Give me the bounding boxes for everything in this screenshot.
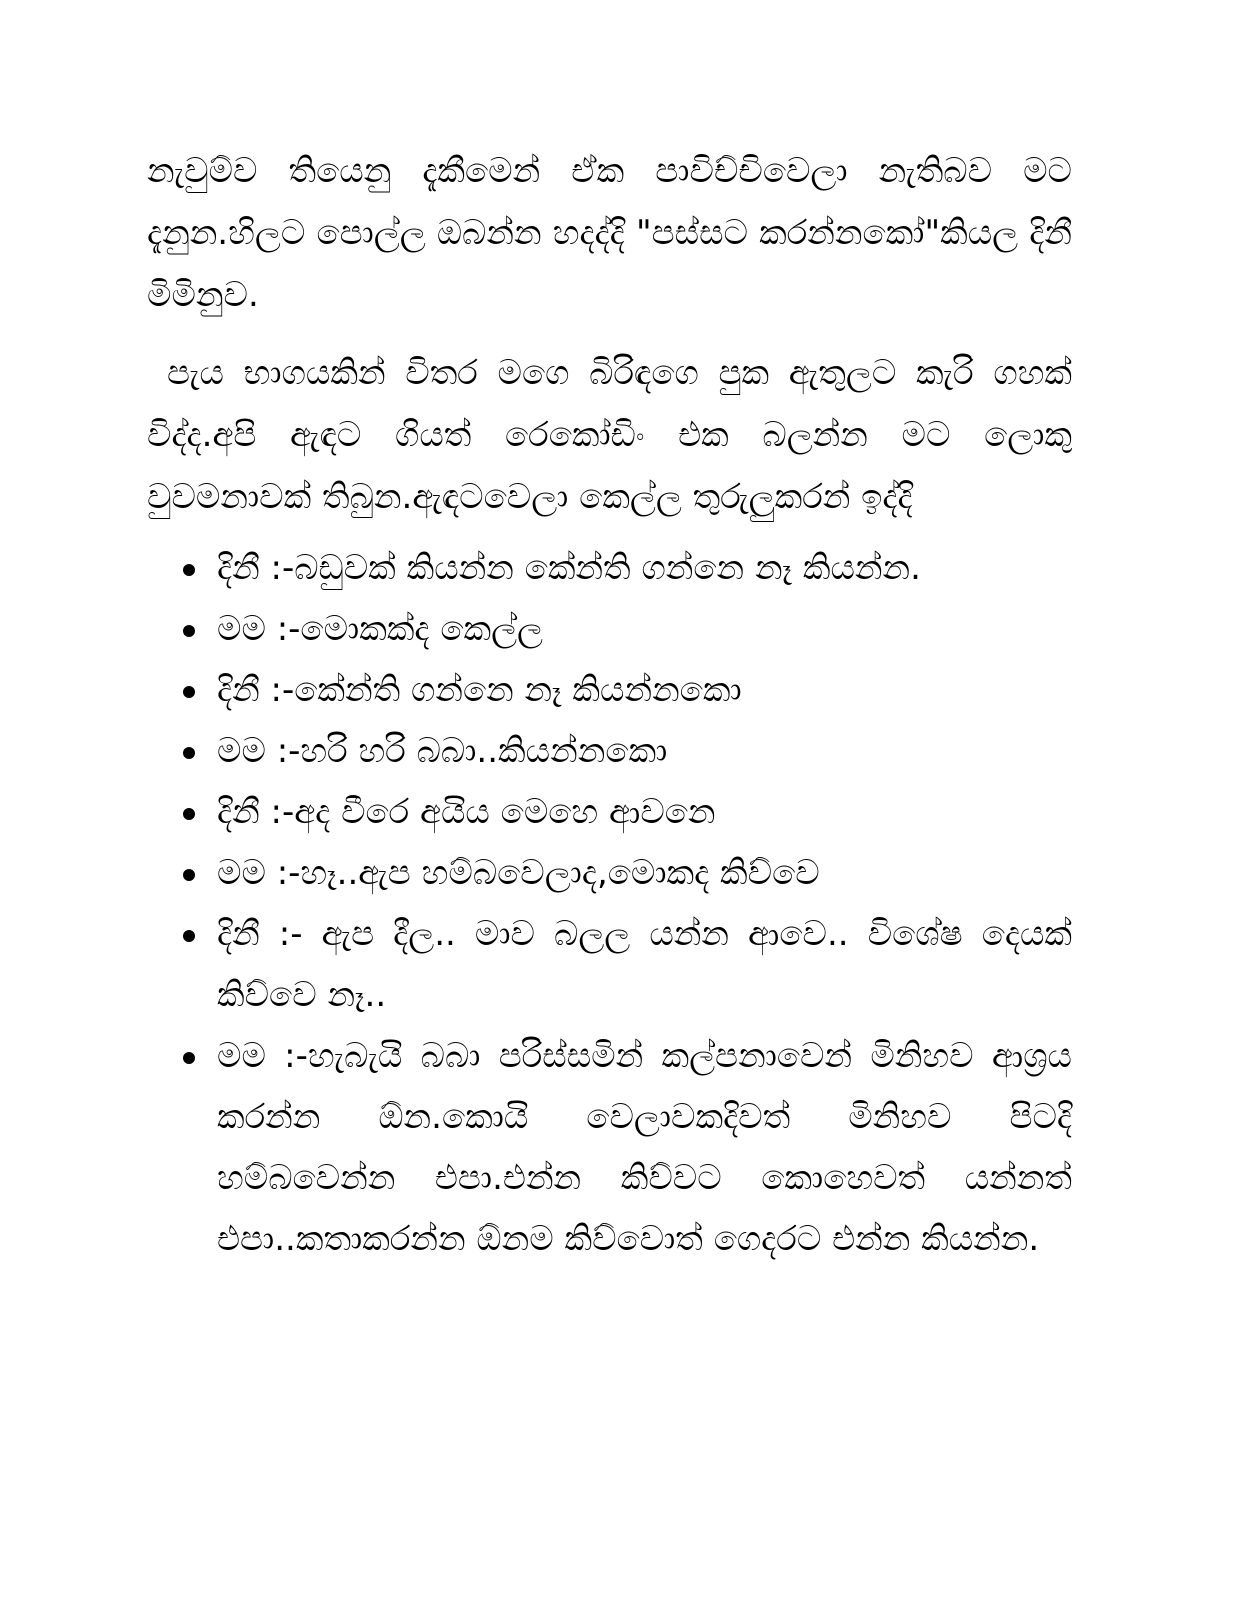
bullet-icon — [183, 625, 195, 637]
list-item — [147, 843, 1072, 904]
dialogue-line: මම :-හරි හරි බබා..කියන්නකො — [217, 731, 668, 771]
list-item — [147, 1026, 1072, 1270]
bullet-icon — [183, 747, 195, 759]
list-item — [147, 538, 1072, 599]
dialogue-line: දිනී :-කේන්ති ගන්නෙ නෑ කියන්නකො — [217, 670, 742, 710]
dialogue-line: දිනී :-අද වීරෙ අයිය මෙහෙ ආවනෙ — [217, 792, 716, 832]
dialogue-line: දිනී :- ඇප දීල.. මාව බලල යන්න ආවෙ.. විශේෂ දෙයක් කිව්වෙ නෑ.. — [217, 914, 1072, 1015]
bullet-icon — [183, 869, 195, 881]
document-page — [147, 140, 1072, 1270]
paragraph-2: පැය භාගයකින් විතර මගෙ බිරිඳගෙ පුක ඇතුලට කැරි ගහක් විද්ද.අපි ඇඳට ගියත් රෙකෝඩිං එක බලන්න මට ලොකු වුවමනාවක් තිබුන.ඇඳටවෙලා කෙල්ල තුරුලුකරන් ඉද්දි — [147, 353, 1072, 517]
list-item — [147, 904, 1072, 1026]
list-item — [147, 660, 1072, 721]
dialogue-line: දිනී :-බඩුවක් කියන්න කේන්ති ගන්නෙ නෑ කියන්න. — [217, 548, 921, 588]
list-item — [147, 782, 1072, 843]
paragraph-1: නැවුම්ව තියෙනු දැකීමෙන් ඒක පාවිච්චිවෙලා නැතිබව මට දැනුන.හිලට පොල්ල ඔබන්න හදද්දි "පස්සට කරන්නකෝ"කියල දිනී මිමිනුව. — [147, 151, 1072, 315]
dialogue-line: මම :-හෑ..ඇප හම්බවෙලාද,මොකද කිව්වෙ — [217, 853, 820, 893]
bullet-icon — [183, 686, 195, 698]
bullet-icon — [183, 1052, 195, 1064]
dialogue-line: මම :-හැබැයි බබා පරිස්සමින් කල්පනාවෙන් මිනිහව ආශ්‍රය කරන්න ඕන.කොයි වෙලාවකදිවත් මිනිහව පිටදි හම්බවෙන්න එපා.එන්න කිව්වට කොහෙවත් යන්නත් එපා..කතාකරන්න ඕනම කිව්වොත් ගෙදරට එන්න කියන්න. — [217, 1036, 1072, 1259]
dialogue-line: මම :-මොකක්ද කෙල්ල — [217, 609, 543, 649]
bullet-icon — [183, 930, 195, 942]
dialogue-list — [147, 538, 1072, 1270]
list-item — [147, 721, 1072, 782]
bullet-icon — [183, 808, 195, 820]
bullet-icon — [183, 564, 195, 576]
list-item — [147, 599, 1072, 660]
